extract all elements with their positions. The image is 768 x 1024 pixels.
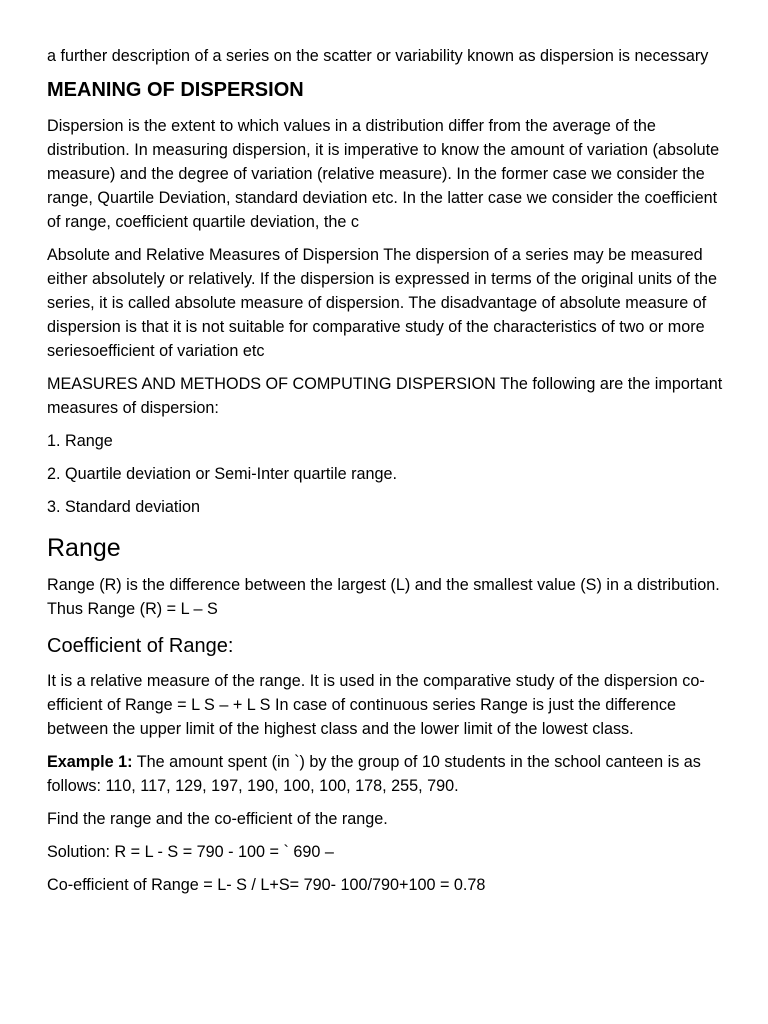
- solution-paragraph: Solution: R = L - S = 790 - 100 = ` 690 –: [47, 843, 334, 861]
- intro-paragraph: a further description of a series on the scatter or variability known as dispersion is necessary: [47, 47, 709, 65]
- range-paragraph: Range (R) is the difference between the largest (L) and the smallest value (S) in a distribution. Thus Range (R) = L – S: [47, 576, 720, 618]
- example-label: Example 1:: [47, 753, 133, 771]
- list-item-quartile-deviation: 2. Quartile deviation or Semi-Inter quartile range.: [47, 465, 398, 483]
- absolute-relative-paragraph: Absolute and Relative Measures of Dispersion The dispersion of a series may be measured either absolutely or relatively. If the dispersion is expressed in terms of the original units of the series, it is called absolute measure of dispersion. The disadvantage of absolute measure of dispersion is that it is not suitable for comparative study of the characteristics of two or more seriesoefficient of variation etc: [47, 246, 718, 360]
- find-paragraph: Find the range and the co-efficient of the range.: [47, 810, 388, 828]
- measures-paragraph: MEASURES AND METHODS OF COMPUTING DISPERSION The following are the important measures of dispersion:: [47, 375, 723, 417]
- list-item-standard-deviation: 3. Standard deviation: [47, 498, 200, 516]
- coefficient-result-paragraph: Co-efficient of Range = L- S / L+S= 790- 100/790+100 = 0.78: [47, 876, 486, 894]
- coefficient-paragraph: It is a relative measure of the range. It is used in the comparative study of the dispersion co-efficient of Range = L S – + L S In case of continuous series Range is just the difference between the upper limit of the highest class and the lower limit of the lowest class.: [47, 672, 705, 738]
- example-paragraph: [47, 750, 727, 798]
- heading-coefficient-of-range: Coefficient of Range:: [47, 635, 234, 657]
- heading-range: Range: [47, 534, 121, 562]
- list-item-range: 1. Range: [47, 432, 113, 450]
- document-page: [47, 44, 727, 906]
- example-text: The amount spent (in `) by the group of 10 students in the school canteen is as follows: 110, 117, 129, 197, 190, 100, 100, 178, 255, 790.: [47, 753, 701, 795]
- heading-meaning-of-dispersion: MEANING OF DISPERSION: [47, 79, 304, 101]
- dispersion-paragraph: Dispersion is the extent to which values in a distribution differ from the average of the distribution. In measuring dispersion, it is imperative to know the amount of variation (absolute measure) and the degree of variation (relative measure). In the former case we consider the range, Quartile Deviation, standard deviation etc. In the latter case we consider the coefficient of range, coefficient quartile deviation, the c: [47, 117, 720, 231]
